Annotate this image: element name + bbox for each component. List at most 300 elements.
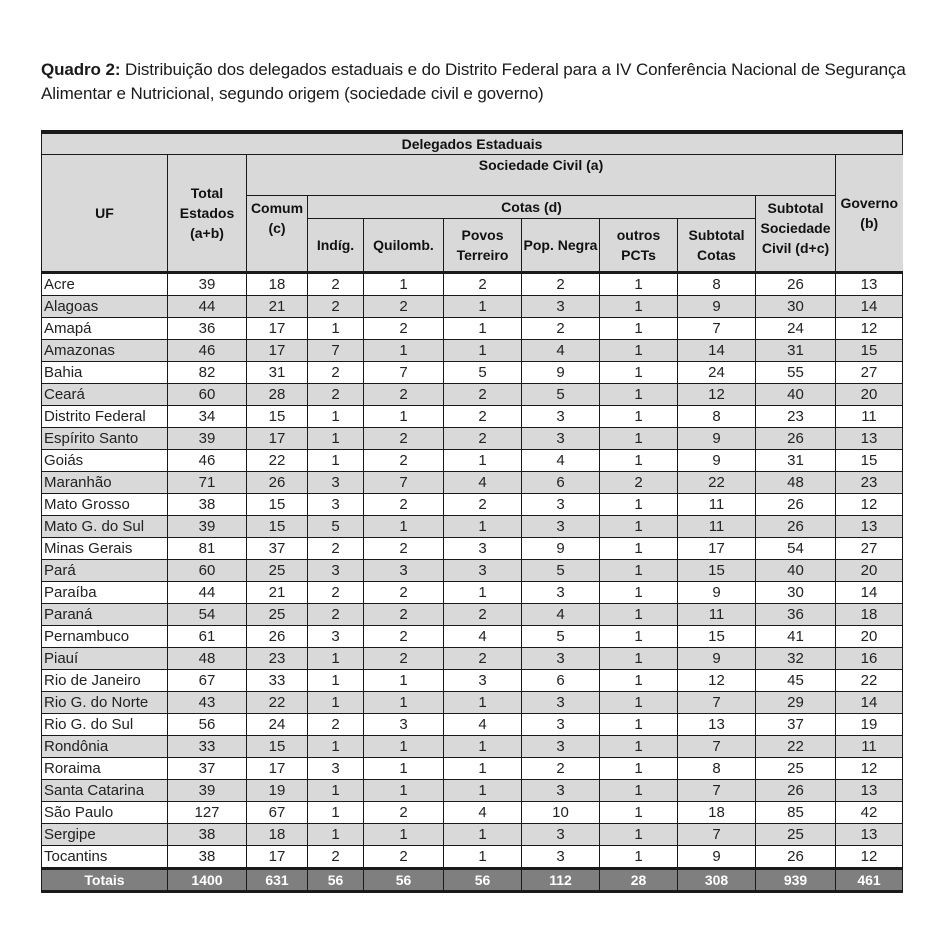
uf-cell: Amazonas: [42, 340, 168, 362]
value-cell: 1: [364, 758, 444, 780]
table-row: [42, 648, 903, 670]
value-cell: 1: [308, 692, 364, 714]
value-cell: 1: [600, 450, 678, 472]
header-comum: Comum (c): [247, 196, 308, 273]
uf-cell: Rio de Janeiro: [42, 670, 168, 692]
value-cell: 2: [308, 604, 364, 626]
value-cell: 17: [247, 340, 308, 362]
value-cell: 2: [444, 604, 522, 626]
value-cell: 26: [247, 472, 308, 494]
value-cell: 3: [522, 846, 600, 869]
value-cell: 17: [247, 318, 308, 340]
uf-cell: Rio G. do Norte: [42, 692, 168, 714]
value-cell: 1: [600, 824, 678, 846]
value-cell: 23: [756, 406, 836, 428]
value-cell: 33: [168, 736, 247, 758]
value-cell: 12: [836, 758, 903, 780]
value-cell: 8: [678, 273, 756, 296]
value-cell: 44: [168, 296, 247, 318]
value-cell: 42: [836, 802, 903, 824]
value-cell: 1: [444, 296, 522, 318]
value-cell: 13: [836, 824, 903, 846]
value-cell: 8: [678, 758, 756, 780]
value-cell: 31: [756, 340, 836, 362]
value-cell: 11: [678, 604, 756, 626]
value-cell: 7: [678, 736, 756, 758]
table-row: [42, 758, 903, 780]
value-cell: 3: [522, 582, 600, 604]
value-cell: 1: [364, 692, 444, 714]
value-cell: 7: [678, 780, 756, 802]
value-cell: 54: [168, 604, 247, 626]
value-cell: 32: [756, 648, 836, 670]
header-governo: Governo (b): [836, 155, 903, 273]
value-cell: 2: [364, 626, 444, 648]
value-cell: 1: [444, 692, 522, 714]
value-cell: 1: [308, 824, 364, 846]
value-cell: 40: [756, 560, 836, 582]
value-cell: 20: [836, 560, 903, 582]
value-cell: 27: [836, 362, 903, 384]
value-cell: 48: [756, 472, 836, 494]
value-cell: 1: [364, 824, 444, 846]
uf-cell: Alagoas: [42, 296, 168, 318]
table-row: [42, 692, 903, 714]
value-cell: 2: [444, 273, 522, 296]
value-cell: 7: [364, 472, 444, 494]
uf-cell: Piauí: [42, 648, 168, 670]
value-cell: 2: [308, 714, 364, 736]
value-cell: 26: [756, 846, 836, 869]
value-cell: 30: [756, 582, 836, 604]
value-cell: 2: [364, 538, 444, 560]
value-cell: 11: [678, 494, 756, 516]
value-cell: 19: [836, 714, 903, 736]
value-cell: 39: [168, 780, 247, 802]
value-cell: 17: [678, 538, 756, 560]
value-cell: 1: [308, 670, 364, 692]
value-cell: 44: [168, 582, 247, 604]
value-cell: 2: [308, 362, 364, 384]
uf-cell: Distrito Federal: [42, 406, 168, 428]
value-cell: 26: [756, 273, 836, 296]
table-row: [42, 362, 903, 384]
value-cell: 22: [247, 450, 308, 472]
value-cell: 1: [600, 692, 678, 714]
value-cell: 6: [522, 670, 600, 692]
value-cell: 39: [168, 428, 247, 450]
value-cell: 12: [836, 494, 903, 516]
uf-cell: Santa Catarina: [42, 780, 168, 802]
value-cell: 5: [308, 516, 364, 538]
value-cell: 15: [678, 560, 756, 582]
table-row: [42, 780, 903, 802]
value-cell: 1: [600, 670, 678, 692]
value-cell: 1: [444, 340, 522, 362]
value-cell: 9: [522, 538, 600, 560]
total-cell: 28: [600, 869, 678, 892]
total-cell: 1400: [168, 869, 247, 892]
value-cell: 17: [247, 758, 308, 780]
table-row: [42, 428, 903, 450]
value-cell: 1: [600, 406, 678, 428]
value-cell: 15: [247, 736, 308, 758]
value-cell: 1: [444, 824, 522, 846]
total-cell: 56: [364, 869, 444, 892]
table-row: [42, 670, 903, 692]
value-cell: 1: [444, 450, 522, 472]
value-cell: 9: [678, 296, 756, 318]
value-cell: 1: [600, 428, 678, 450]
table-row: [42, 714, 903, 736]
value-cell: 3: [444, 670, 522, 692]
value-cell: 13: [836, 516, 903, 538]
value-cell: 1: [600, 604, 678, 626]
value-cell: 16: [836, 648, 903, 670]
value-cell: 1: [444, 780, 522, 802]
value-cell: 46: [168, 450, 247, 472]
header-quilomb: Quilomb.: [364, 219, 444, 273]
value-cell: 23: [836, 472, 903, 494]
value-cell: 3: [308, 560, 364, 582]
value-cell: 2: [308, 296, 364, 318]
value-cell: 14: [836, 582, 903, 604]
table-row: [42, 273, 903, 296]
uf-cell: Mato Grosso: [42, 494, 168, 516]
total-cell: 56: [444, 869, 522, 892]
uf-cell: Rondônia: [42, 736, 168, 758]
value-cell: 1: [600, 648, 678, 670]
value-cell: 22: [756, 736, 836, 758]
value-cell: 25: [247, 560, 308, 582]
value-cell: 1: [600, 362, 678, 384]
value-cell: 26: [247, 626, 308, 648]
value-cell: 1: [600, 318, 678, 340]
value-cell: 56: [168, 714, 247, 736]
value-cell: 26: [756, 428, 836, 450]
value-cell: 3: [444, 560, 522, 582]
value-cell: 4: [522, 450, 600, 472]
value-cell: 3: [308, 494, 364, 516]
uf-cell: Mato G. do Sul: [42, 516, 168, 538]
value-cell: 33: [247, 670, 308, 692]
value-cell: 25: [756, 758, 836, 780]
value-cell: 1: [600, 582, 678, 604]
value-cell: 1: [308, 450, 364, 472]
value-cell: 5: [522, 560, 600, 582]
value-cell: 12: [836, 846, 903, 869]
value-cell: 46: [168, 340, 247, 362]
value-cell: 37: [168, 758, 247, 780]
table-row: [42, 318, 903, 340]
value-cell: 25: [756, 824, 836, 846]
value-cell: 3: [308, 626, 364, 648]
uf-cell: Tocantins: [42, 846, 168, 869]
value-cell: 2: [522, 318, 600, 340]
value-cell: 2: [364, 450, 444, 472]
value-cell: 1: [600, 516, 678, 538]
value-cell: 11: [836, 736, 903, 758]
value-cell: 22: [678, 472, 756, 494]
value-cell: 2: [364, 384, 444, 406]
value-cell: 30: [756, 296, 836, 318]
value-cell: 45: [756, 670, 836, 692]
value-cell: 1: [600, 296, 678, 318]
value-cell: 1: [308, 406, 364, 428]
value-cell: 2: [600, 472, 678, 494]
value-cell: 4: [522, 604, 600, 626]
value-cell: 1: [308, 318, 364, 340]
value-cell: 31: [756, 450, 836, 472]
value-cell: 3: [522, 516, 600, 538]
value-cell: 14: [678, 340, 756, 362]
value-cell: 1: [364, 516, 444, 538]
uf-cell: Amapá: [42, 318, 168, 340]
value-cell: 29: [756, 692, 836, 714]
table-row: [42, 824, 903, 846]
value-cell: 19: [247, 780, 308, 802]
value-cell: 38: [168, 494, 247, 516]
uf-cell: Maranhão: [42, 472, 168, 494]
value-cell: 10: [522, 802, 600, 824]
value-cell: 7: [364, 362, 444, 384]
header-pop-negra: Pop. Negra: [522, 219, 600, 273]
value-cell: 2: [308, 846, 364, 869]
value-cell: 12: [836, 318, 903, 340]
value-cell: 2: [308, 273, 364, 296]
uf-cell: Espírito Santo: [42, 428, 168, 450]
value-cell: 55: [756, 362, 836, 384]
value-cell: 4: [444, 714, 522, 736]
table-row: [42, 626, 903, 648]
value-cell: 18: [247, 824, 308, 846]
value-cell: 18: [836, 604, 903, 626]
value-cell: 15: [836, 340, 903, 362]
value-cell: 2: [444, 384, 522, 406]
value-cell: 39: [168, 273, 247, 296]
value-cell: 3: [522, 714, 600, 736]
value-cell: 2: [364, 648, 444, 670]
uf-cell: Paraíba: [42, 582, 168, 604]
total-cell: 461: [836, 869, 903, 892]
value-cell: 9: [678, 648, 756, 670]
value-cell: 26: [756, 780, 836, 802]
value-cell: 2: [364, 802, 444, 824]
value-cell: 11: [678, 516, 756, 538]
value-cell: 2: [364, 582, 444, 604]
value-cell: 17: [247, 428, 308, 450]
value-cell: 1: [600, 626, 678, 648]
value-cell: 38: [168, 846, 247, 869]
value-cell: 13: [678, 714, 756, 736]
table-row: [42, 450, 903, 472]
header-outros-pcts: outros PCTs: [600, 219, 678, 273]
value-cell: 4: [444, 472, 522, 494]
uf-cell: Bahia: [42, 362, 168, 384]
value-cell: 14: [836, 296, 903, 318]
value-cell: 12: [678, 670, 756, 692]
value-cell: 18: [678, 802, 756, 824]
value-cell: 1: [600, 714, 678, 736]
value-cell: 40: [756, 384, 836, 406]
table-row: [42, 516, 903, 538]
value-cell: 23: [247, 648, 308, 670]
value-cell: 1: [364, 406, 444, 428]
uf-cell: Acre: [42, 273, 168, 296]
value-cell: 7: [678, 318, 756, 340]
value-cell: 3: [444, 538, 522, 560]
value-cell: 1: [364, 736, 444, 758]
value-cell: 1: [444, 582, 522, 604]
value-cell: 2: [308, 582, 364, 604]
table-row: [42, 582, 903, 604]
uf-cell: Ceará: [42, 384, 168, 406]
value-cell: 36: [168, 318, 247, 340]
value-cell: 2: [444, 428, 522, 450]
uf-cell: Paraná: [42, 604, 168, 626]
caption-label: Quadro 2:: [41, 60, 121, 79]
value-cell: 41: [756, 626, 836, 648]
value-cell: 9: [522, 362, 600, 384]
table-body: [42, 273, 903, 869]
value-cell: 2: [444, 648, 522, 670]
value-cell: 1: [308, 648, 364, 670]
value-cell: 15: [247, 516, 308, 538]
value-cell: 9: [678, 450, 756, 472]
table-row: [42, 406, 903, 428]
value-cell: 13: [836, 780, 903, 802]
value-cell: 5: [444, 362, 522, 384]
value-cell: 1: [308, 780, 364, 802]
value-cell: 28: [247, 384, 308, 406]
value-cell: 26: [756, 516, 836, 538]
table-row: [42, 296, 903, 318]
value-cell: 8: [678, 406, 756, 428]
value-cell: 26: [756, 494, 836, 516]
delegates-table: [41, 130, 903, 893]
value-cell: 24: [247, 714, 308, 736]
value-cell: 3: [364, 560, 444, 582]
value-cell: 9: [678, 428, 756, 450]
value-cell: 48: [168, 648, 247, 670]
value-cell: 82: [168, 362, 247, 384]
header-total: Total Estados (a+b): [168, 155, 247, 273]
value-cell: 2: [364, 296, 444, 318]
total-cell: 939: [756, 869, 836, 892]
value-cell: 7: [678, 692, 756, 714]
table-row: [42, 736, 903, 758]
value-cell: 3: [522, 824, 600, 846]
total-cell: 631: [247, 869, 308, 892]
value-cell: 36: [756, 604, 836, 626]
value-cell: 1: [600, 340, 678, 362]
value-cell: 38: [168, 824, 247, 846]
value-cell: 15: [678, 626, 756, 648]
table-title: Delegados Estaduais: [42, 132, 903, 155]
value-cell: 71: [168, 472, 247, 494]
caption-text: Distribuição dos delegados estaduais e do Distrito Federal para a IV Conferência Nacional de Segurança Alimentar e Nutricional, segundo origem (sociedade civil e governo): [41, 60, 906, 103]
value-cell: 1: [364, 780, 444, 802]
header-subtotal-cotas: Subtotal Cotas: [678, 219, 756, 273]
value-cell: 1: [600, 494, 678, 516]
value-cell: 20: [836, 384, 903, 406]
value-cell: 4: [444, 802, 522, 824]
value-cell: 15: [836, 450, 903, 472]
value-cell: 2: [444, 406, 522, 428]
value-cell: 15: [247, 406, 308, 428]
value-cell: 37: [756, 714, 836, 736]
value-cell: 3: [522, 406, 600, 428]
uf-cell: Roraima: [42, 758, 168, 780]
table-row: [42, 340, 903, 362]
header-subtotal-sociedade-civil: Subtotal Sociedade Civil (d+c): [756, 196, 836, 273]
value-cell: 4: [444, 626, 522, 648]
value-cell: 1: [600, 802, 678, 824]
value-cell: 1: [444, 846, 522, 869]
value-cell: 2: [308, 384, 364, 406]
value-cell: 20: [836, 626, 903, 648]
value-cell: 3: [522, 648, 600, 670]
header-indig: Indíg.: [308, 219, 364, 273]
value-cell: 1: [364, 273, 444, 296]
table-row: [42, 384, 903, 406]
table-caption: [41, 58, 911, 106]
value-cell: 127: [168, 802, 247, 824]
header-cotas: Cotas (d): [308, 196, 756, 219]
value-cell: 43: [168, 692, 247, 714]
totals-row: [42, 869, 903, 892]
value-cell: 11: [836, 406, 903, 428]
header-sociedade-civil: Sociedade Civil (a): [247, 155, 836, 196]
value-cell: 54: [756, 538, 836, 560]
value-cell: 3: [364, 714, 444, 736]
value-cell: 4: [522, 340, 600, 362]
value-cell: 2: [364, 494, 444, 516]
value-cell: 1: [308, 802, 364, 824]
table-row: [42, 472, 903, 494]
value-cell: 25: [247, 604, 308, 626]
total-cell: 308: [678, 869, 756, 892]
value-cell: 3: [522, 428, 600, 450]
table-row: [42, 494, 903, 516]
table-row: [42, 802, 903, 824]
table-row: [42, 560, 903, 582]
value-cell: 1: [600, 384, 678, 406]
value-cell: 22: [247, 692, 308, 714]
value-cell: 22: [836, 670, 903, 692]
value-cell: 1: [600, 273, 678, 296]
value-cell: 60: [168, 384, 247, 406]
value-cell: 39: [168, 516, 247, 538]
value-cell: 13: [836, 428, 903, 450]
value-cell: 3: [522, 692, 600, 714]
value-cell: 3: [522, 780, 600, 802]
value-cell: 2: [522, 758, 600, 780]
uf-cell: Sergipe: [42, 824, 168, 846]
value-cell: 1: [308, 736, 364, 758]
total-cell: 56: [308, 869, 364, 892]
value-cell: 1: [364, 340, 444, 362]
header-uf: UF: [42, 155, 168, 273]
value-cell: 1: [308, 428, 364, 450]
value-cell: 1: [600, 538, 678, 560]
value-cell: 21: [247, 582, 308, 604]
uf-cell: Pará: [42, 560, 168, 582]
value-cell: 31: [247, 362, 308, 384]
value-cell: 34: [168, 406, 247, 428]
value-cell: 1: [600, 780, 678, 802]
uf-cell: Rio G. do Sul: [42, 714, 168, 736]
